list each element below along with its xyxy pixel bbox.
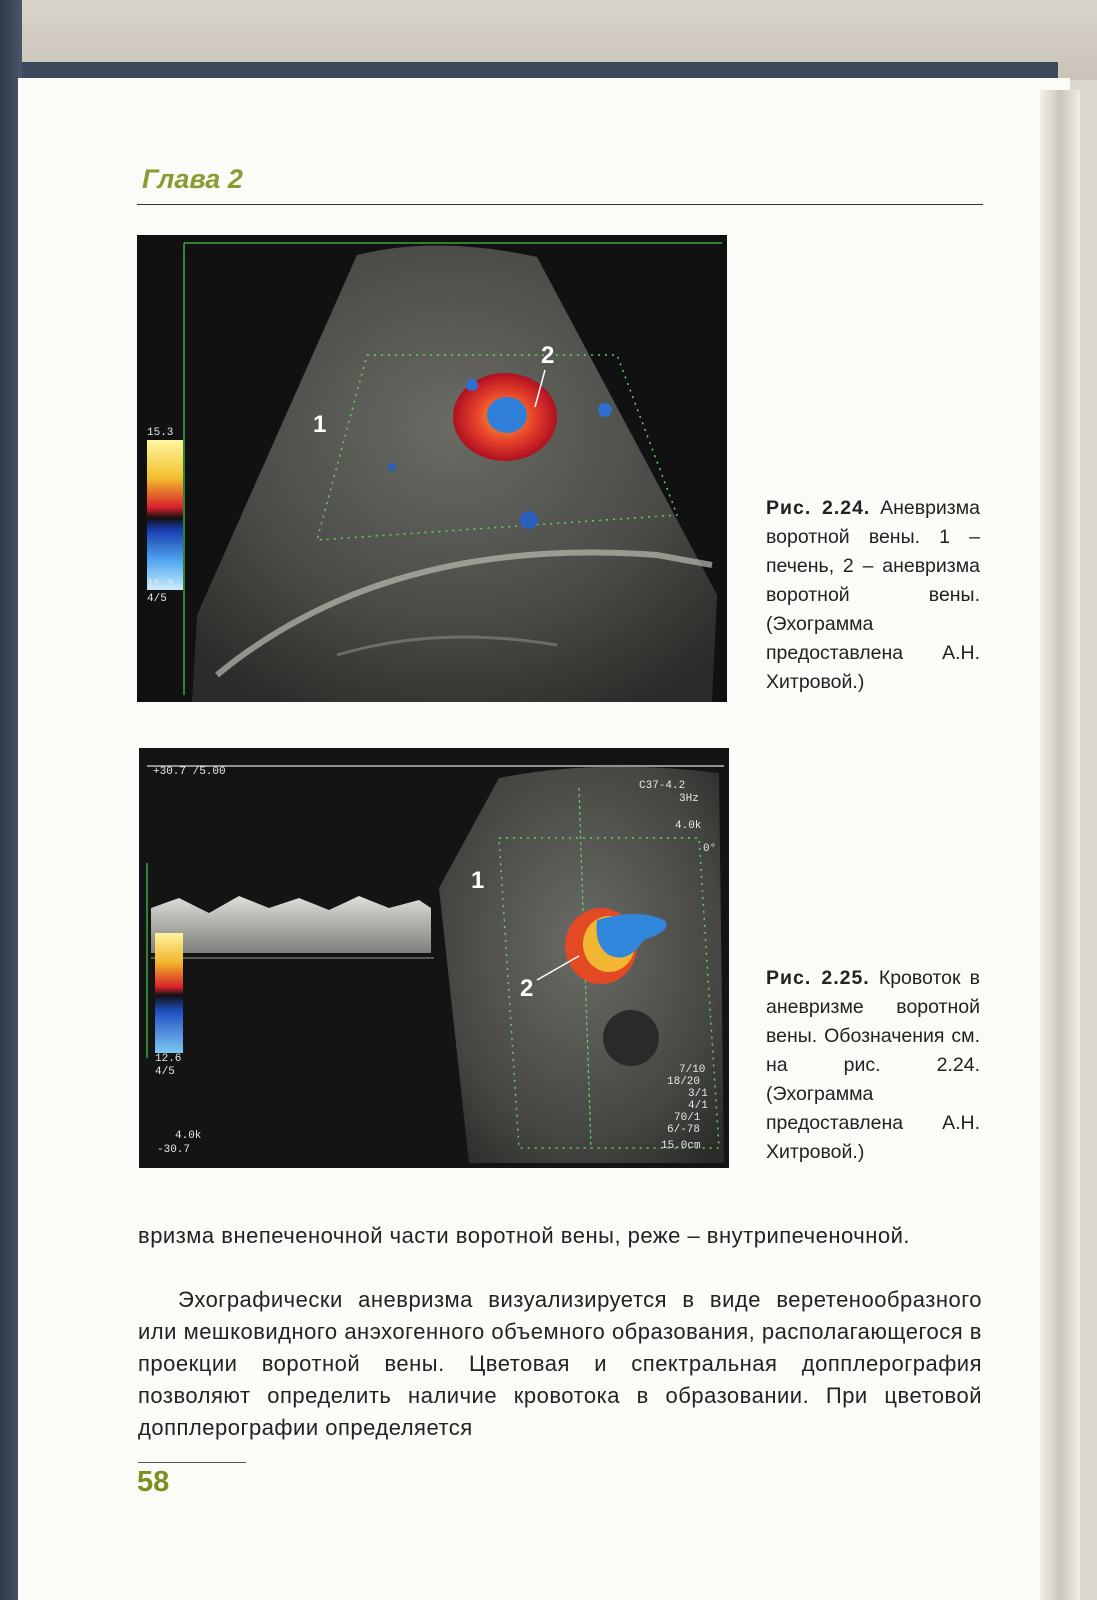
header-rule [137,204,983,205]
page-number: 58 [137,1466,170,1498]
footer-rule [138,1462,246,1463]
fig2-readout-bottom-left-2: -30.7 [157,1144,191,1156]
fig2-setting-5: 70/1 [674,1112,701,1124]
fig2-readout-prf: 4.0k [675,820,702,832]
fig2-readout-angle: 0° [703,843,717,855]
ultrasound-image-1 [137,235,727,702]
figure-2-25-number: Рис. 2.25. [766,967,870,989]
figure-2-25-text: Кровоток в аневризме воротной вены. Обозначения см. на рис. 2.24. (Эхограмма предоставлена А.Н. Хитровой.) [766,967,980,1163]
fig1-scale-ratio: 4/5 [147,593,167,605]
chapter-title: Глава 2 [142,164,243,194]
fig2-label-liver: 1 [471,867,485,894]
fig2-setting-1: 7/10 [679,1064,706,1076]
body-paragraph-2: Эхографически аневризма визуализируется в виде веретенообразного или мешковидного анэхогенного объемного образования, располагающегося в проекции воротной вены. Цветовая и спектральная допплерография позволяют определить наличие кровотока в образовании. При цветовой допплерографии определяется [138,1287,982,1440]
fig2-scale-ratio: 4/5 [155,1066,175,1078]
fig1-label-liver: 1 [313,411,327,438]
fig2-setting-7: 15.0cm [661,1140,701,1152]
fig1-scale-bottom: 15.3 [147,579,174,591]
fig2-setting-4: 4/1 [688,1100,708,1112]
figure-2-24-caption [766,494,980,697]
fig2-readout-bottom-left-1: 4.0k [175,1130,202,1142]
figure-2-24-number: Рис. 2.24. [766,497,871,519]
ultrasound-image-2 [139,748,729,1168]
fig1-scale-top: 15.3 [147,427,174,439]
fig2-setting-6: 6/-78 [667,1124,701,1136]
fig2-readout-probe: C37-4.2 [639,780,686,792]
fig2-label-aneurysm: 2 [520,975,534,1002]
fig2-setting-3: 3/1 [688,1088,708,1100]
body-paragraph-1: вризма внепеченочной части воротной вены, реже – внутрипеченочной. [138,1223,911,1248]
fig2-scale-value: 12.6 [155,1053,182,1065]
fig1-label-aneurysm: 2 [541,342,555,369]
figure-2-24-ultrasound [137,235,727,702]
fig2-setting-2: 18/20 [667,1076,701,1088]
figure-2-24-text: Аневризма воротной вены. 1 – печень, 2 – аневризма воротной вены. (Эхограмма предоставлена А.Н. Хитровой.) [766,497,981,693]
figure-2-25-ultrasound [139,748,729,1168]
page-edge-shadow [1040,90,1080,1600]
fig2-readout-top-left: +30.7 /5.00 [153,766,226,778]
fig2-readout-freq: 3Hz [679,793,699,805]
figure-2-25-caption [766,964,980,1167]
